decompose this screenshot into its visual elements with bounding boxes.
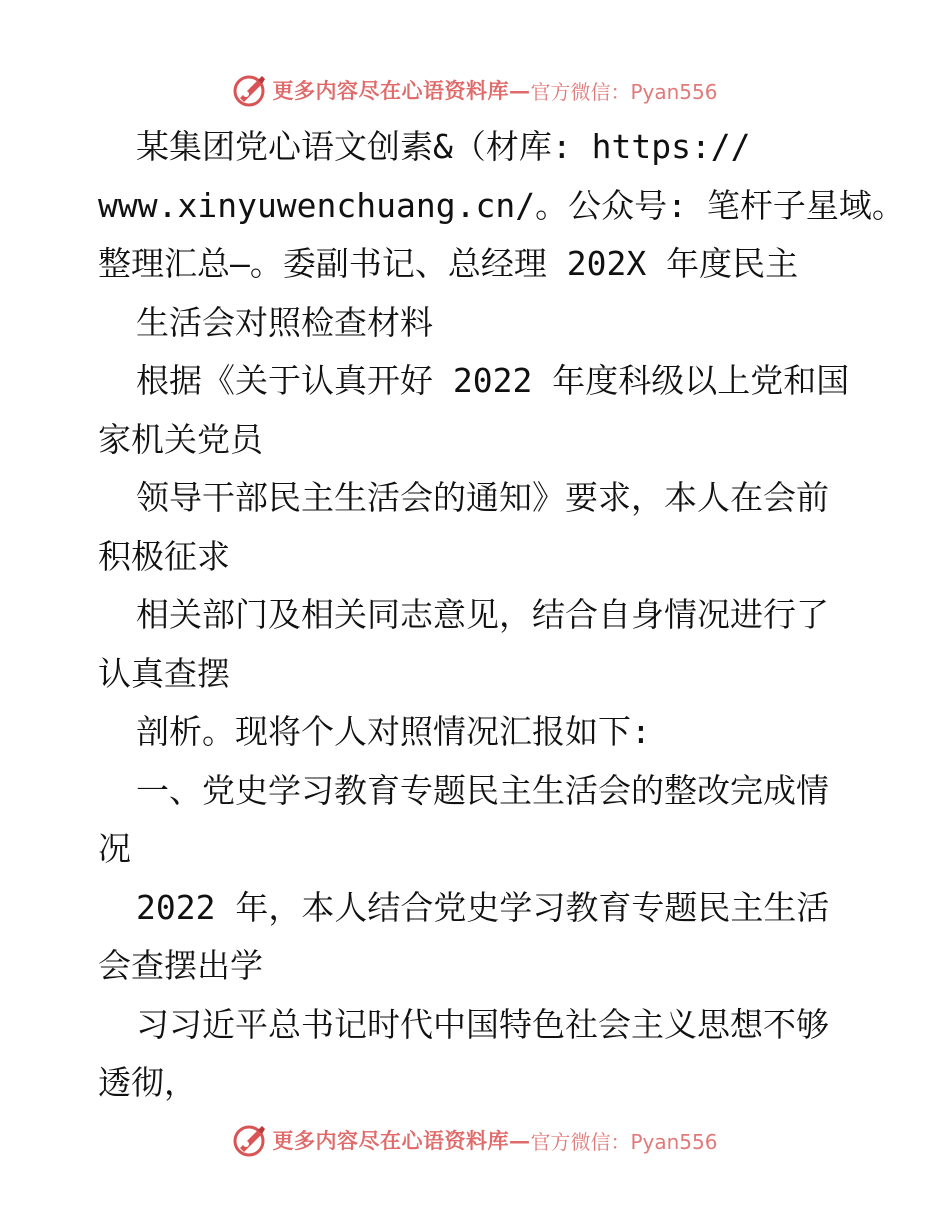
text-line: 剖析。现将个人对照情况汇报如下: xyxy=(136,712,651,751)
document-body xyxy=(98,118,905,1113)
text-line: 整理汇总—。委副书记、总经理 202X 年度民主 xyxy=(98,244,799,283)
text-line: 习习近平总书记时代中国特色社会主义思想不够 xyxy=(136,1004,829,1044)
footer-banner-contact: 官方微信：Pyan556 xyxy=(530,1129,718,1154)
footer-banner-dash: — xyxy=(508,1127,531,1153)
text-line: 2022 年，本人结合党史学习教育专题民主生活 xyxy=(136,887,830,927)
section-heading: 一、党史学习教育专题民主生活会的整改完成情 xyxy=(136,770,829,810)
text-line: 根据《关于认真开好 2022 年度科级以上党和国 xyxy=(136,361,850,400)
text-line: 透彻， xyxy=(98,1063,197,1102)
section-heading-cont: 况 xyxy=(98,829,131,868)
text-line: 相关部门及相关同志意见，结合自身情况进行了 xyxy=(136,595,829,634)
text-line: 家机关党员 xyxy=(98,419,263,459)
pen-logo-icon xyxy=(232,72,268,108)
footer-banner xyxy=(0,1120,950,1160)
header-banner xyxy=(0,70,950,110)
text-line: 认真查摆 xyxy=(98,653,230,693)
text-line: 会查摆出学 xyxy=(98,946,263,985)
header-banner-dash: — xyxy=(508,77,531,103)
text-line: 积极征求 xyxy=(98,536,230,576)
footer-banner-title: 更多内容尽在心语资料库 xyxy=(272,1128,509,1153)
pen-logo-icon xyxy=(232,1122,268,1158)
header-banner-title: 更多内容尽在心语资料库 xyxy=(272,78,509,103)
header-banner-contact: 官方微信：Pyan556 xyxy=(530,79,718,104)
text-line: www.xinyuwenchuang.cn/。公众号: 笔杆子星域。 xyxy=(98,185,905,225)
text-line: 生活会对照检查材料 xyxy=(136,302,433,342)
text-line: 领导干部民主生活会的通知》要求，本人在会前 xyxy=(136,478,829,517)
text-line: 某集团党心语文创素&（材库: https:// xyxy=(136,127,751,166)
